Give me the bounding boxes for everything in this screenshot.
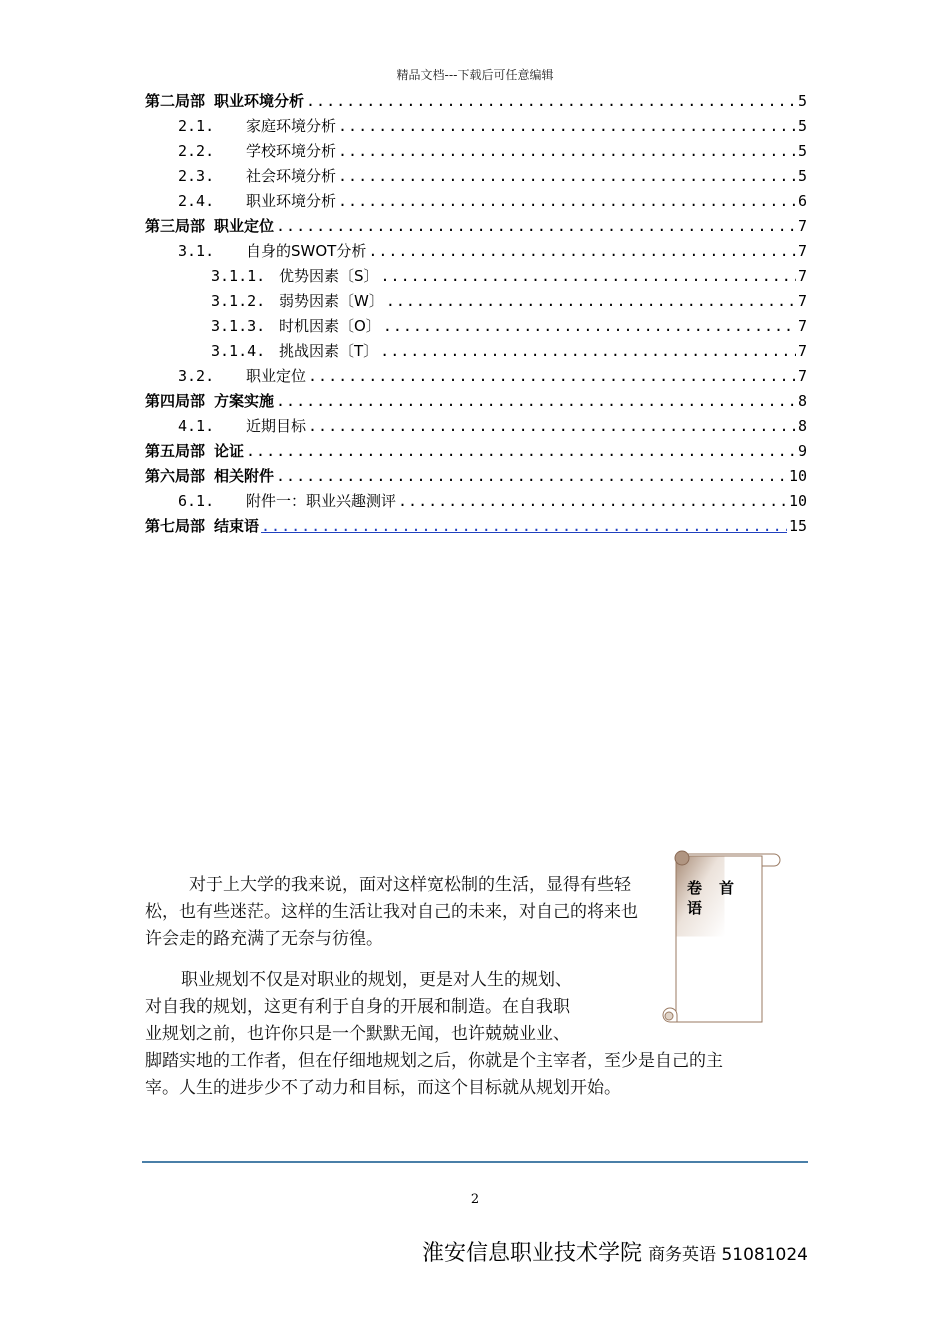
intro-paragraph-1: 对于上大学的我来说，面对这样宽松制的生活，显得有些轻松，也有些迷茫。这样的生活让我对自己的未来，对自己的将来也许会走的路充满了无奈与彷徨。 <box>145 875 638 949</box>
toc-entry[interactable] <box>145 464 807 489</box>
toc-entry-title: 论证 <box>214 442 245 460</box>
toc-entry-page: 8 <box>797 417 807 435</box>
scroll-title-char: 语 <box>687 899 703 917</box>
toc-entry-page: 8 <box>797 392 807 410</box>
footer-text <box>422 1236 808 1267</box>
header-note: 精品文档---下载后可任意编辑 <box>396 68 554 82</box>
toc-entry-title: 优势因素〔S〕 <box>279 267 379 285</box>
table-of-contents <box>145 89 807 539</box>
paragraph-line: 业规划之前，也许你只是一个默默无闻，也许兢兢业业、 <box>145 1024 570 1044</box>
toc-entry-page: 10 <box>788 467 807 485</box>
toc-entry-title: 结束语 <box>214 517 260 535</box>
scroll-banner-icon <box>658 846 783 1028</box>
toc-entry-number: 3.2. <box>178 367 215 385</box>
toc-leader-dots <box>306 89 796 114</box>
toc-entry-title: 社会环境分析 <box>246 167 337 185</box>
toc-entry-title: 方案实施 <box>214 392 275 410</box>
toc-entry-page: 7 <box>797 242 807 260</box>
toc-entry-title: 近期目标 <box>246 417 307 435</box>
toc-entry-title: 职业环境分析 <box>214 92 305 110</box>
toc-entry[interactable] <box>145 489 807 514</box>
toc-leader-dots <box>261 514 787 539</box>
paragraph-line: 脚踏实地的工作者，但在仔细地规划之后，你就是个主宰者，至少是自己的主 <box>145 1051 723 1071</box>
toc-entry-number: 6.1. <box>178 492 215 510</box>
toc-entry-number: 第六局部 <box>145 467 206 485</box>
toc-entry-page: 5 <box>797 117 807 135</box>
toc-entry-number: 3.1.2. <box>211 292 266 310</box>
scroll-title-char: 首 <box>719 879 735 897</box>
footer-detail: 商务英语 51081024 <box>648 1245 808 1265</box>
toc-entry[interactable] <box>145 314 807 339</box>
toc-entry-number: 3.1. <box>178 242 215 260</box>
toc-entry-page: 7 <box>797 367 807 385</box>
toc-leader-dots <box>368 239 796 264</box>
page-number: 2 <box>470 1192 480 1207</box>
toc-entry-page: 10 <box>788 492 807 510</box>
toc-leader-dots <box>338 114 796 139</box>
toc-entry[interactable] <box>145 439 807 464</box>
paragraph-line: 对自我的规划，这更有利于自身的开展和制造。在自我职 <box>145 997 570 1017</box>
toc-entry-number: 3.1.4. <box>211 342 266 360</box>
toc-entry-page: 5 <box>797 142 807 160</box>
toc-entry[interactable] <box>145 189 807 214</box>
toc-entry-number: 3.1.3. <box>211 317 266 335</box>
toc-entry-number: 2.1. <box>178 117 215 135</box>
toc-entry[interactable] <box>145 164 807 189</box>
toc-entry-number: 2.3. <box>178 167 215 185</box>
toc-entry-title: 职业定位 <box>214 217 275 235</box>
toc-entry-number: 第三局部 <box>145 217 206 235</box>
toc-entry-title: 家庭环境分析 <box>246 117 337 135</box>
toc-entry-page: 6 <box>797 192 807 210</box>
toc-entry-title: 学校环境分析 <box>246 142 337 160</box>
toc-entry-page: 7 <box>797 217 807 235</box>
toc-leader-dots <box>246 439 796 464</box>
toc-entry-number: 4.1. <box>178 417 215 435</box>
toc-entry[interactable] <box>145 214 807 239</box>
toc-entry-number: 第五局部 <box>145 442 206 460</box>
paragraph-line: 宰。人生的进步少不了动力和目标，而这个目标就从规划开始。 <box>145 1078 621 1098</box>
toc-entry-title: 时机因素〔O〕 <box>279 317 381 335</box>
toc-entry[interactable] <box>145 339 807 364</box>
toc-entry-page: 5 <box>797 167 807 185</box>
toc-entry-title: 挑战因素〔T〕 <box>279 342 379 360</box>
toc-entry-number: 2.4. <box>178 192 215 210</box>
toc-leader-dots <box>308 414 796 439</box>
toc-entry[interactable] <box>145 414 807 439</box>
toc-leader-dots <box>276 214 796 239</box>
paragraph-line: 职业规划不仅是对职业的规划，更是对人生的规划、 <box>181 970 572 990</box>
toc-entry[interactable] <box>145 389 807 414</box>
toc-entry-page: 5 <box>797 92 807 110</box>
toc-entry-title: 附件一：职业兴趣测评 <box>246 492 397 510</box>
toc-entry[interactable] <box>145 264 807 289</box>
toc-entry-page: 15 <box>788 517 807 535</box>
toc-entry-page: 7 <box>797 342 807 360</box>
toc-entry-number: 3.1.1. <box>211 267 266 285</box>
toc-leader-dots <box>338 139 796 164</box>
toc-entry[interactable] <box>145 114 807 139</box>
footer-school: 淮安信息职业技术学院 <box>422 1241 643 1266</box>
toc-entry-page: 7 <box>797 267 807 285</box>
toc-entry-page: 7 <box>797 292 807 310</box>
toc-entry-title: 弱势因素〔W〕 <box>279 292 384 310</box>
toc-entry[interactable] <box>145 89 807 114</box>
toc-entry[interactable] <box>145 364 807 389</box>
toc-entry-page: 7 <box>797 317 807 335</box>
toc-entry[interactable] <box>145 239 807 264</box>
footer-divider <box>142 1161 808 1163</box>
toc-leader-dots <box>308 364 796 389</box>
toc-entry[interactable] <box>145 289 807 314</box>
toc-entry-number: 第七局部 <box>145 517 206 535</box>
toc-entry-number: 第二局部 <box>145 92 206 110</box>
toc-entry[interactable] <box>145 139 807 164</box>
toc-entry-title: 自身的SWOT分析 <box>246 242 367 260</box>
toc-entry-number: 2.2. <box>178 142 215 160</box>
toc-leader-dots <box>338 164 796 189</box>
toc-entry-title: 职业定位 <box>246 367 307 385</box>
toc-leader-dots <box>383 314 796 339</box>
toc-leader-dots <box>380 339 796 364</box>
toc-leader-dots <box>276 464 787 489</box>
toc-leader-dots <box>338 189 796 214</box>
toc-leader-dots <box>386 289 796 314</box>
toc-entry-title: 职业环境分析 <box>246 192 337 210</box>
toc-leader-dots <box>276 389 796 414</box>
scroll-title-char: 卷 <box>687 879 703 897</box>
toc-entry-number: 第四局部 <box>145 392 206 410</box>
toc-leader-dots <box>381 264 796 289</box>
toc-leader-dots <box>398 489 787 514</box>
toc-entry-title: 相关附件 <box>214 467 275 485</box>
toc-entry[interactable] <box>145 514 807 539</box>
toc-entry-page: 9 <box>797 442 807 460</box>
